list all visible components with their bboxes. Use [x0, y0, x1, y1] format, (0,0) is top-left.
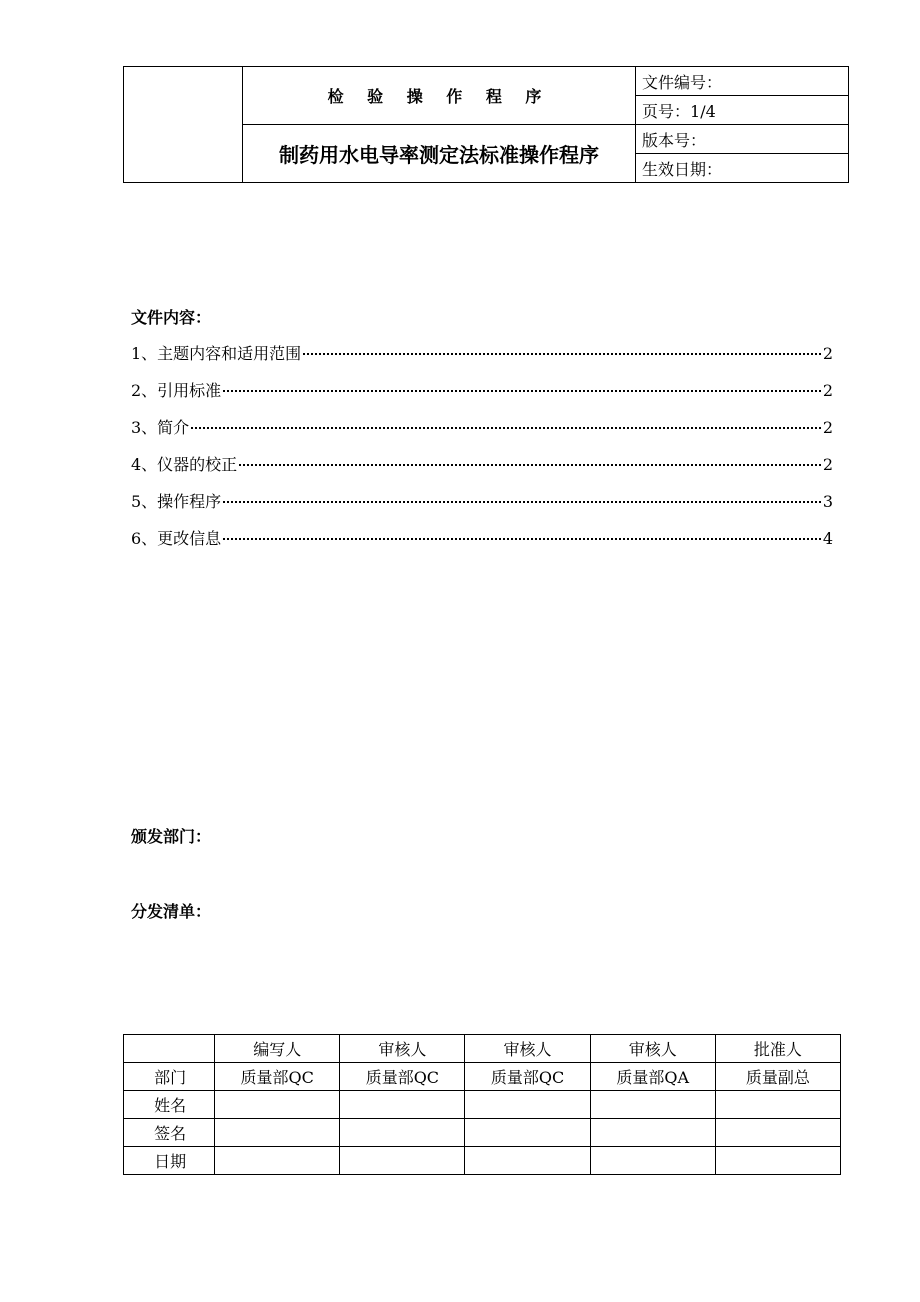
table-row — [124, 1119, 841, 1147]
table-cell: 质量部QC — [215, 1063, 340, 1091]
effective-date-field — [636, 154, 849, 183]
doc-type: 检 验 操 作 程 序 — [327, 87, 551, 106]
toc-item-label: 4、仪器的校正 — [131, 455, 238, 474]
table-cell[interactable] — [215, 1147, 340, 1175]
toc-item-label: 2、引用标准 — [131, 381, 222, 400]
table-cell[interactable] — [590, 1147, 715, 1175]
table-cell: 质量副总 — [715, 1063, 840, 1091]
toc-leader-dots — [191, 427, 821, 429]
table-cell: 质量部QC — [465, 1063, 590, 1091]
table-cell[interactable] — [465, 1091, 590, 1119]
table-cell: 质量部QA — [590, 1063, 715, 1091]
table-cell[interactable] — [340, 1119, 465, 1147]
doc-number-field — [636, 67, 849, 96]
toc-item-page: 3 — [822, 492, 833, 511]
toc-item-page: 2 — [822, 344, 833, 363]
column-header: 审核人 — [465, 1035, 590, 1063]
table-header-row — [124, 1035, 841, 1063]
table-cell[interactable] — [215, 1091, 340, 1119]
doc-number-label: 文件编号： — [642, 72, 723, 92]
toc-item-page: 2 — [822, 455, 833, 474]
toc-item-page: 4 — [822, 529, 833, 548]
table-cell[interactable] — [215, 1119, 340, 1147]
page-number-label: 页号： — [642, 101, 691, 121]
effective-date-label: 生效日期： — [642, 159, 723, 179]
toc-item-label: 5、操作程序 — [131, 492, 222, 511]
column-header: 审核人 — [590, 1035, 715, 1063]
toc-leader-dots — [239, 464, 821, 466]
toc-item[interactable] — [131, 452, 833, 489]
doc-title: 制药用水电导率测定法标准操作程序 — [279, 143, 599, 167]
row-label: 部门 — [124, 1063, 215, 1091]
toc-leader-dots — [223, 501, 821, 503]
table-cell[interactable] — [715, 1147, 840, 1175]
table-cell[interactable] — [715, 1119, 840, 1147]
column-header: 批准人 — [715, 1035, 840, 1063]
row-label: 日期 — [124, 1147, 215, 1175]
toc-item-label: 3、简介 — [131, 418, 190, 437]
row-label: 签名 — [124, 1119, 215, 1147]
distribution-label: 分发清单： — [131, 902, 212, 921]
page-number-field — [636, 96, 849, 125]
table-cell[interactable] — [340, 1147, 465, 1175]
page-number-value: 1/4 — [690, 101, 716, 121]
toc-item-page: 2 — [822, 381, 833, 400]
table-row — [124, 1063, 841, 1091]
table-cell[interactable] — [590, 1119, 715, 1147]
toc-item-page: 2 — [822, 418, 833, 437]
issuing-dept-label: 颁发部门： — [131, 827, 212, 846]
document-header — [123, 66, 849, 183]
table-cell[interactable] — [465, 1119, 590, 1147]
version-label: 版本号： — [642, 130, 707, 150]
column-header: 审核人 — [340, 1035, 465, 1063]
logo-cell — [124, 67, 243, 183]
table-row — [124, 1091, 841, 1119]
column-header — [124, 1035, 215, 1063]
signoff-table — [123, 1034, 841, 1175]
toc-heading: 文件内容： — [131, 308, 212, 327]
table-cell[interactable] — [340, 1091, 465, 1119]
row-label: 姓名 — [124, 1091, 215, 1119]
table-cell: 质量部QC — [340, 1063, 465, 1091]
table-cell[interactable] — [465, 1147, 590, 1175]
column-header: 编写人 — [215, 1035, 340, 1063]
table-cell[interactable] — [590, 1091, 715, 1119]
toc-item[interactable] — [131, 489, 833, 526]
table-of-contents — [131, 341, 833, 563]
table-row — [124, 1147, 841, 1175]
doc-title-cell — [243, 125, 636, 183]
doc-type-cell — [243, 67, 636, 125]
toc-item[interactable] — [131, 526, 833, 563]
version-field — [636, 125, 849, 154]
table-cell[interactable] — [715, 1091, 840, 1119]
toc-item-label: 6、更改信息 — [131, 529, 222, 548]
toc-item[interactable] — [131, 378, 833, 415]
toc-item[interactable] — [131, 341, 833, 378]
toc-leader-dots — [223, 538, 821, 540]
toc-item-label: 1、主题内容和适用范围 — [131, 344, 302, 363]
toc-item[interactable] — [131, 415, 833, 452]
toc-leader-dots — [223, 390, 821, 392]
toc-leader-dots — [303, 353, 821, 355]
